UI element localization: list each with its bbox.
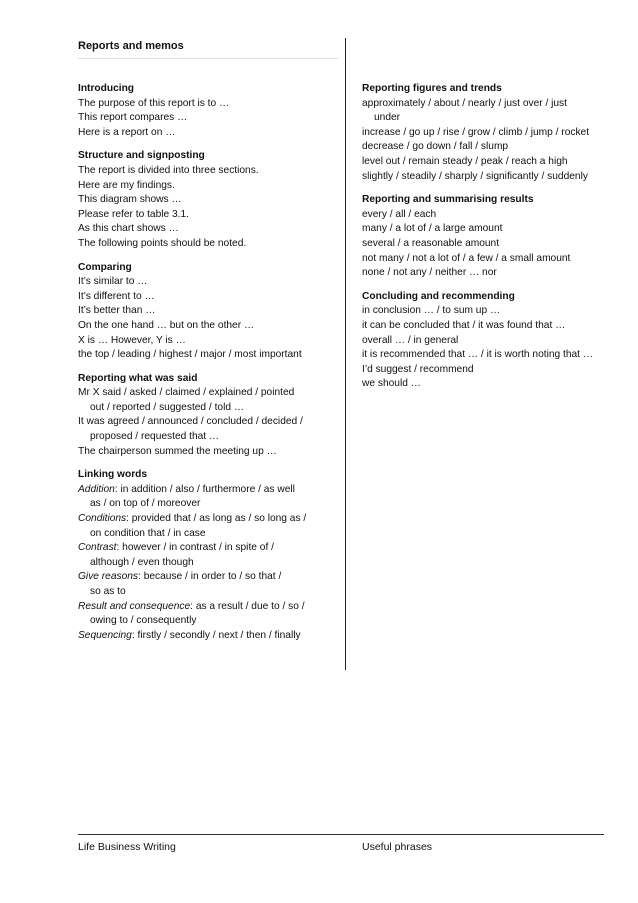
phrase-line: none / not any / neither … nor <box>362 267 497 279</box>
phrase-line: This report compares … <box>78 112 188 124</box>
section-introducing <box>78 82 340 140</box>
phrase-line: increase / go up / rise / grow / climb / jump / rocket <box>362 126 590 138</box>
linking-term: Result and consequence <box>78 600 191 612</box>
phrase-line: every / all / each <box>362 208 437 220</box>
phrase-line: we should … <box>362 378 421 390</box>
section-concluding-recommending <box>362 290 624 392</box>
phrase-line: The following points should be noted. <box>78 237 247 249</box>
phrase-line: It’s better than … <box>78 305 156 317</box>
phrase-line: not many / not a lot of / a few / a small amount <box>362 252 571 264</box>
right-column <box>362 82 624 401</box>
phrase-line: level out / remain steady / peak / reach a high <box>362 155 568 167</box>
header-divider <box>78 58 338 59</box>
footer-divider <box>78 834 604 835</box>
section-heading: Reporting and summarising results <box>362 194 534 206</box>
phrase-line: It’s similar to … <box>78 276 148 288</box>
phrase-line: On the one hand … but on the other … <box>78 319 255 331</box>
section-reporting-summarising-results <box>362 193 624 281</box>
phrase-line: slightly / steadily / sharply / significantly / suddenly <box>362 170 588 182</box>
linking-text: : provided that / as long as / so long as / <box>126 513 307 525</box>
section-reporting-what-was-said <box>78 372 340 460</box>
phrase-continuation: owing to / consequently <box>90 615 197 627</box>
phrase-line: Here is a report on … <box>78 126 176 138</box>
phrase-line: The purpose of this report is to … <box>78 97 230 109</box>
linking-term: Contrast <box>78 542 117 554</box>
phrase-line: overall … / in general <box>362 334 459 346</box>
section-heading: Concluding and recommending <box>362 290 515 302</box>
page-title: Reports and memos <box>78 40 184 52</box>
section-structure-signposting <box>78 149 340 251</box>
phrase-line: it is recommended that … / it is worth noting that … <box>362 349 594 361</box>
linking-item-give-reasons <box>78 570 340 585</box>
section-heading: Reporting what was said <box>78 372 198 384</box>
phrase-line: in conclusion … / to sum up … <box>362 305 501 317</box>
linking-text: : because / in order to / so that / <box>138 571 282 583</box>
phrase-line: several / a reasonable amount <box>362 237 500 249</box>
phrase-line: many / a lot of / a large amount <box>362 223 503 235</box>
linking-item-addition <box>78 483 340 498</box>
linking-item-conditions <box>78 512 340 527</box>
column-divider <box>345 38 346 670</box>
phrase-line: It was agreed / announced / concluded / decided / <box>78 416 303 428</box>
phrase-line: As this chart shows … <box>78 223 179 235</box>
linking-text: : firstly / secondly / next / then / finally <box>131 629 301 641</box>
linking-text: : as a result / due to / so / <box>190 600 305 612</box>
phrase-line: the top / leading / highest / major / most important <box>78 349 302 361</box>
phrase-line: The report is divided into three sections. <box>78 164 259 176</box>
section-heading: Comparing <box>78 261 132 273</box>
phrase-line: approximately / about / nearly / just over / just <box>362 97 567 109</box>
phrase-line: This diagram shows … <box>78 194 182 206</box>
phrase-line: I’d suggest / recommend <box>362 363 474 375</box>
linking-item-result-consequence <box>78 600 340 615</box>
section-heading: Linking words <box>78 469 148 481</box>
linking-term: Give reasons <box>78 571 139 583</box>
phrase-continuation: out / reported / suggested / told … <box>90 401 245 413</box>
section-comparing <box>78 261 340 363</box>
linking-text: : however / in contrast / in spite of / <box>116 542 274 554</box>
section-heading: Introducing <box>78 83 135 94</box>
phrase-line: Please refer to table 3.1. <box>78 208 189 220</box>
section-linking-words <box>78 468 340 643</box>
phrase-line: it can be concluded that / it was found that … <box>362 319 566 331</box>
linking-item-sequencing <box>78 629 340 644</box>
footer-section-title: Useful phrases <box>362 841 433 853</box>
phrase-continuation: on condition that / in case <box>90 527 206 539</box>
section-heading: Reporting figures and trends <box>362 83 502 94</box>
phrase-continuation: as / on top of / moreover <box>90 498 201 510</box>
linking-item-contrast <box>78 541 340 556</box>
left-column <box>78 82 340 652</box>
phrase-line: decrease / go down / fall / slump <box>362 141 509 153</box>
linking-term: Conditions <box>78 513 127 525</box>
section-reporting-figures-trends <box>362 82 624 184</box>
phrase-line: It’s different to … <box>78 290 155 302</box>
phrase-line: X is … However, Y is … <box>78 334 186 346</box>
linking-term: Addition <box>78 483 115 495</box>
section-heading: Structure and signposting <box>78 150 205 162</box>
phrase-continuation: although / even though <box>90 556 194 568</box>
phrase-continuation: under <box>374 112 401 124</box>
footer-book-title: Life Business Writing <box>78 841 176 853</box>
linking-text: : in addition / also / furthermore / as well <box>114 483 295 495</box>
phrase-continuation: so as to <box>90 586 126 597</box>
phrase-line: Mr X said / asked / claimed / explained / pointed <box>78 387 295 399</box>
linking-term: Sequencing <box>78 629 132 641</box>
phrase-line: Here are my findings. <box>78 179 175 191</box>
phrase-line: The chairperson summed the meeting up … <box>78 445 277 457</box>
phrase-continuation: proposed / requested that … <box>90 431 220 443</box>
